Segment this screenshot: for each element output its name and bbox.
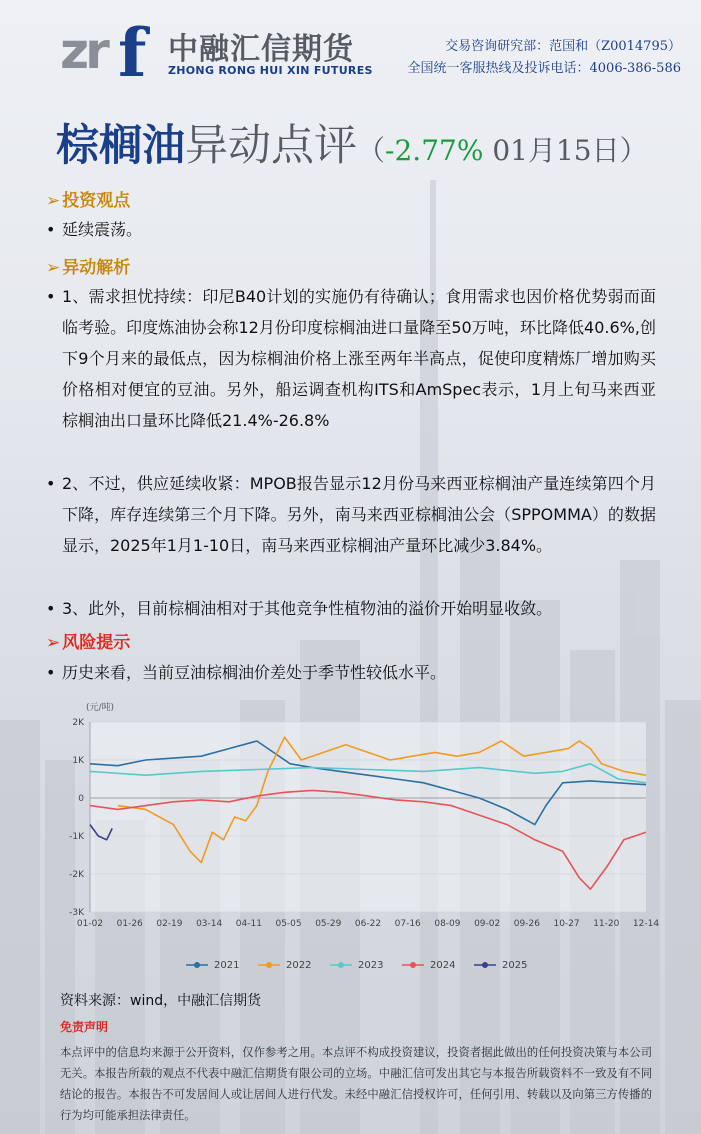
- bullet-icon: •: [46, 474, 56, 493]
- chart-x-tick-label: 02-19: [156, 919, 183, 929]
- chart-x-tick-label: 01-26: [116, 919, 143, 929]
- chart-y-tick-label: 1K: [72, 756, 84, 766]
- title-product: 棕榈油: [56, 121, 185, 171]
- risk-paragraph: • 历史来看，当前豆油棕榈油价差处于季节性较低水平。: [46, 657, 656, 688]
- chart-unit-label: (元/吨): [86, 703, 115, 713]
- chart-x-tick-label: 01-02: [76, 919, 104, 929]
- logo-letters-zr: zr: [60, 22, 106, 80]
- bullet-icon: •: [46, 599, 56, 618]
- contact-hotline: 全国统一客服热线及投诉电话：4006-386-586: [407, 61, 681, 76]
- chart-x-tick-label: 08-09: [434, 919, 461, 929]
- disclaimer-text: 本点评中的信息均来源于公开资料，仅作参考之用。本点评不构成投资建议，投资者据此做出的任何投资决策与本公司无关。本报告所载的观点不代表中融汇信期货有限公司的立场。中融汇信可发出其它与本报告所载资料不一致及有不同结论的报告。本报告不可发居间人或让居间人进行代发。未经中融汇信授权许可，任何引用、转载以及向第三方传播的行为均可能承担法律责任。: [60, 1046, 652, 1122]
- chart-x-tick-label: 12-14: [632, 919, 660, 929]
- legend-marker-2022: [266, 962, 272, 968]
- section-analysis-heading: ➢ 异动解析: [46, 258, 131, 278]
- legend-label-2021: 2021: [214, 960, 240, 971]
- legend-marker-2021: [194, 962, 200, 968]
- chart-y-tick-label: -3K: [69, 908, 84, 918]
- data-source: 资料来源：wind，中融汇信期货: [60, 993, 262, 1009]
- arrow-icon: ➢: [46, 258, 61, 278]
- logo-chinese-name: 中融汇信期货: [168, 32, 354, 67]
- section-view-heading: ➢ 投资观点: [46, 191, 131, 211]
- bullet-icon: •: [46, 220, 56, 239]
- chart-y-tick-label: 2K: [72, 718, 84, 728]
- title-suffix: 异动点评: [185, 121, 357, 171]
- title-change-percent: -2.77%: [385, 134, 484, 167]
- chart-x-tick-label: 11-20: [593, 919, 620, 929]
- legend-marker-2024: [410, 962, 416, 968]
- chart-x-tick-label: 06-22: [354, 919, 382, 929]
- chart-x-tick-label: 05-29: [315, 919, 342, 929]
- title-date: 01月15日）: [492, 134, 648, 167]
- legend-marker-2023: [338, 962, 344, 968]
- chart-x-tick-label: 09-26: [513, 919, 540, 929]
- bullet-icon: •: [46, 287, 56, 306]
- logo-english-name: ZHONG RONG HUI XIN FUTURES: [168, 64, 373, 77]
- logo-letter-f: f: [118, 14, 147, 92]
- page-title: [56, 112, 648, 173]
- legend-marker-2025: [482, 962, 488, 968]
- title-open-paren: （: [357, 134, 386, 167]
- analysis-item-2: • 2、不过，供应延续收紧：MPOB报告显示12月份马来西亚棕榈油产量连续第四个月下降，库存连续第三个月下降。另外，南马来西亚棕榈油公会（SPPOMMA）的数据显示，2025年1月1-10日，南马来西亚棕榈油产量环比减少3.84%。: [46, 468, 656, 561]
- legend-label-2024: 2024: [430, 960, 456, 971]
- contact-info: [408, 36, 682, 80]
- legend-label-2022: 2022: [286, 960, 312, 971]
- bullet-icon: •: [46, 663, 56, 682]
- chart-x-tick-label: 09-02: [474, 919, 501, 929]
- arrow-icon: ➢: [46, 191, 61, 211]
- chart-x-tick-label: 10-27: [553, 919, 580, 929]
- chart-y-tick-label: -2K: [69, 870, 84, 880]
- company-logo: [56, 14, 386, 92]
- chart-x-tick-label: 03-14: [196, 919, 223, 929]
- chart-x-tick-label: 05-05: [275, 919, 302, 929]
- contact-analyst: 交易咨询研究部：范国和（Z0014795）: [445, 39, 681, 54]
- analysis-item-1: • 1、需求担忧持续：印尼B40计划的实施仍有待确认；食用需求也因价格优势弱而面临考验。印度炼油协会称12月份印度棕榈油进口量降至50万吨，环比降低40.6%,创下9个月来的最低点，因为棕榈油价格上涨至两年半高点，促使印度精炼厂增加购买价格相对便宜的豆油。另外，船运调查机构ITS和AmSpec表示，1月上旬马来西亚棕榈油出口量环比降低21.4%-26.8%: [46, 281, 656, 436]
- chart-x-tick-label: 07-16: [394, 919, 421, 929]
- spread-line-chart: [56, 690, 660, 990]
- chart-y-tick-label: -1K: [69, 832, 84, 842]
- legend-label-2025: 2025: [502, 960, 528, 971]
- legend-label-2023: 2023: [358, 960, 384, 971]
- view-paragraph: • 延续震荡。: [46, 214, 656, 245]
- disclaimer-title: 免责声明: [60, 1020, 109, 1034]
- analysis-item-3: • 3、此外，目前棕榈油相对于其他竞争性植物油的溢价开始明显收敛。: [46, 593, 656, 624]
- chart-plot-area: [90, 722, 646, 912]
- arrow-icon: ➢: [46, 633, 61, 653]
- section-risk-heading: ➢ 风险提示: [46, 633, 131, 653]
- chart-x-tick-label: 04-11: [235, 919, 262, 929]
- chart-y-tick-label: 0: [78, 794, 84, 804]
